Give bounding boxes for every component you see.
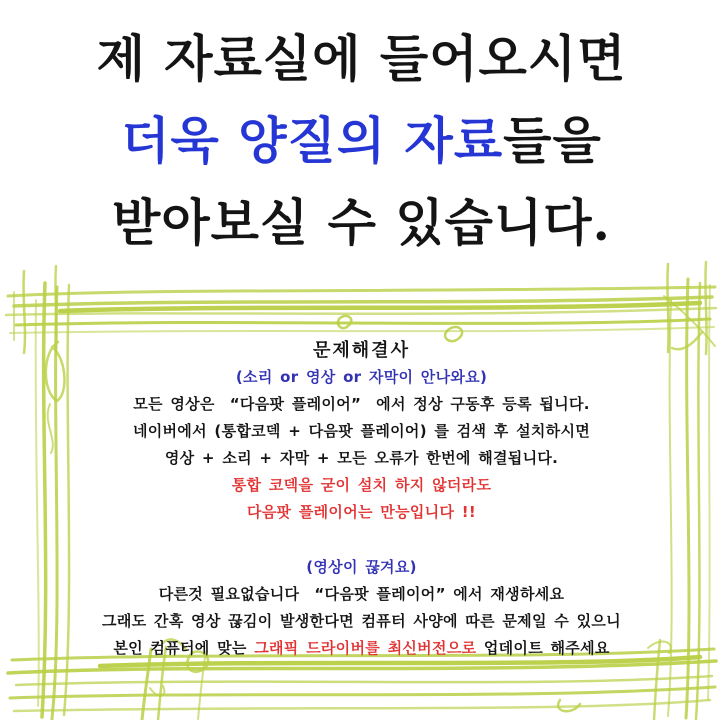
section-gap bbox=[30, 526, 693, 554]
troubleshooting-box bbox=[30, 338, 693, 662]
headline-line-3: 받아보실 수 있습니다. bbox=[112, 193, 611, 252]
section2-subtitle: (영상이 끊겨요) bbox=[306, 558, 417, 576]
section2-line-1: 다른것 필요없습니다 “다음팟 플레이어” 에서 재생하세요 bbox=[158, 585, 565, 603]
box-title: 문제해결사 bbox=[313, 340, 410, 361]
headline-line-2 bbox=[0, 96, 723, 178]
section2-line-2: 그래도 간혹 영상 끊김이 발생한다면 컴퓨터 사양에 따른 문제일 수 있으니 bbox=[102, 612, 621, 630]
headline-line-1: 제 자료실에 들어오시면 bbox=[96, 29, 627, 88]
headline bbox=[0, 14, 723, 260]
section1-line-1: 모든 영상은 “다음팟 플레이어” 에서 정상 구동후 등록 됩니다. bbox=[133, 395, 590, 413]
section2-line-3-prefix: 본인 컴퓨터에 맞는 bbox=[113, 639, 255, 657]
section1-red-line-1: 통합 코덱을 굳이 설치 하지 않더라도 bbox=[231, 476, 492, 494]
section2-line-3-red: 그래픽 드라이버를 최신버전으로 bbox=[254, 639, 477, 657]
section1-line-3: 영상 + 소리 + 자막 + 모든 오류가 한번에 해결됩니다. bbox=[164, 449, 559, 467]
section2-line-3 bbox=[30, 635, 693, 662]
headline-line-2-blue: 더욱 양질의 자료 bbox=[121, 111, 504, 170]
section1-line-2: 네이버에서 (통합코덱 + 다음팟 플레이어) 를 검색 후 설치하시면 bbox=[132, 422, 591, 440]
section1-red-line-2: 다음팟 플레이어는 만능입니다 !! bbox=[246, 503, 477, 521]
section1-subtitle: (소리 or 영상 or 자막이 안나와요) bbox=[235, 368, 488, 386]
section2-line-3-suffix: 업데이트 해주세요 bbox=[476, 639, 610, 657]
headline-line-2-black: 들을 bbox=[503, 111, 602, 170]
